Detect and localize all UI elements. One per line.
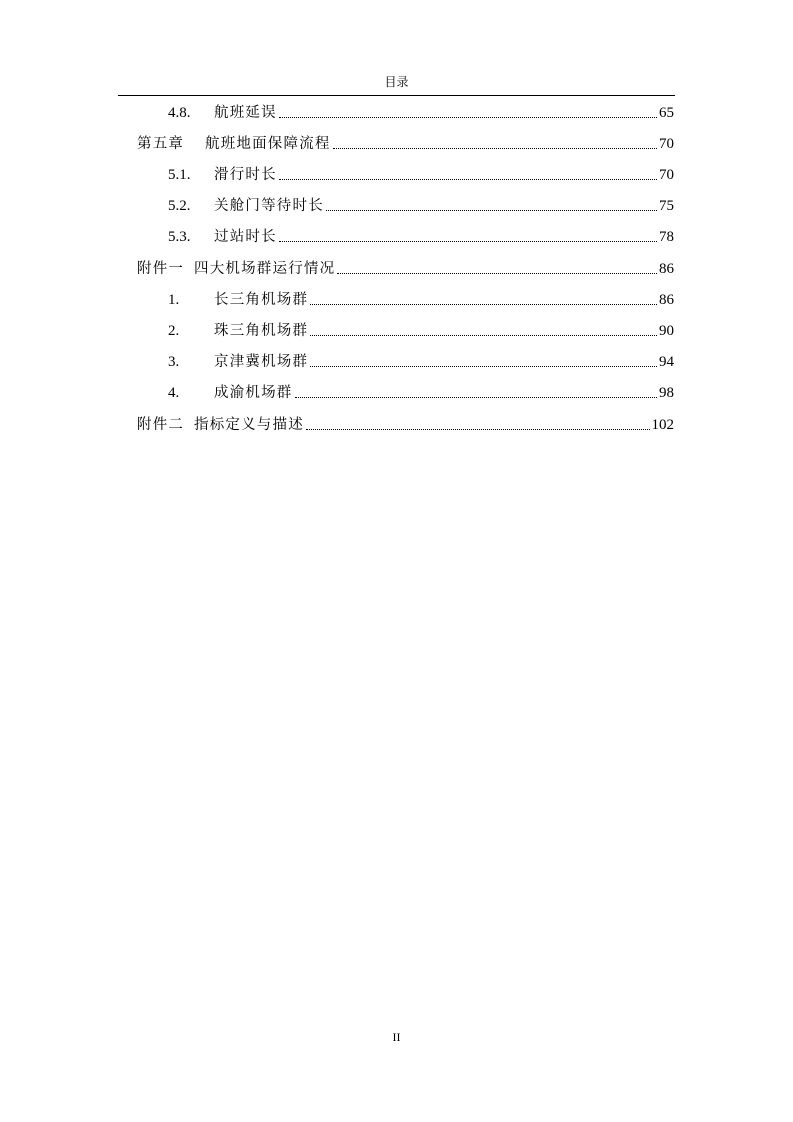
toc-entry-number: 附件二 — [137, 417, 185, 433]
toc-entry-number: 5.2. — [168, 198, 191, 214]
toc-entry-page: 98 — [659, 385, 674, 401]
toc-entry-number: 5.3. — [168, 229, 191, 245]
toc-leader-dots — [310, 352, 657, 367]
toc-entry-page: 94 — [659, 354, 674, 370]
toc-leader-dots — [337, 259, 657, 274]
toc-entry-number: 3. — [168, 354, 180, 370]
toc-entry[interactable] — [168, 165, 674, 185]
toc-entry-number: 4. — [168, 385, 180, 401]
toc-leader-dots — [310, 321, 657, 336]
toc-entry-number: 4.8. — [168, 105, 191, 121]
toc-entry-page: 75 — [659, 198, 674, 214]
toc-entry-page: 70 — [659, 167, 674, 183]
toc-entry[interactable] — [137, 415, 674, 435]
toc-entry-page: 65 — [659, 105, 674, 121]
toc-entry-title: 指标定义与描述 — [194, 417, 304, 433]
toc-leader-dots — [306, 415, 650, 430]
header-rule — [118, 95, 675, 96]
toc-leader-dots — [326, 196, 657, 211]
toc-entry-number: 5.1. — [168, 167, 191, 183]
toc-entry[interactable] — [168, 103, 674, 123]
toc-entry[interactable] — [168, 196, 674, 216]
running-header: 目录 — [384, 75, 409, 89]
toc-leader-dots — [279, 227, 657, 242]
toc-entry-number: 1. — [168, 292, 180, 308]
toc-entry[interactable] — [137, 259, 674, 279]
toc-leader-dots — [295, 383, 658, 398]
toc-entry-page: 78 — [659, 229, 674, 245]
toc-entry[interactable] — [168, 227, 674, 247]
toc-entry[interactable] — [168, 290, 674, 310]
footer-page-number: II — [392, 1030, 401, 1044]
toc-entry-title: 航班地面保障流程 — [205, 136, 331, 152]
toc-entry-title: 京津冀机场群 — [214, 354, 309, 370]
toc-entry-number: 2. — [168, 323, 180, 339]
toc-entry-page: 70 — [659, 136, 674, 152]
toc-entry-title: 四大机场群运行情况 — [194, 261, 336, 277]
toc-entry-page: 86 — [659, 261, 674, 277]
toc-leader-dots — [333, 134, 657, 149]
toc-leader-dots — [310, 290, 657, 305]
toc-entry-number: 附件一 — [137, 261, 185, 277]
toc-entry-page: 86 — [659, 292, 674, 308]
toc-entry[interactable] — [137, 134, 674, 154]
toc-entry[interactable] — [168, 352, 674, 372]
toc-entry[interactable] — [168, 383, 674, 403]
toc-entry-number: 第五章 — [137, 136, 185, 152]
toc-leader-dots — [279, 103, 657, 118]
toc-entry-page: 102 — [651, 417, 674, 433]
toc-entry[interactable] — [168, 321, 674, 341]
toc-entry-title: 珠三角机场群 — [214, 323, 309, 339]
toc-entry-title: 成渝机场群 — [214, 385, 293, 401]
toc-entry-title: 关舱门等待时长 — [214, 198, 324, 214]
toc-entry-page: 90 — [659, 323, 674, 339]
toc-leader-dots — [279, 165, 657, 180]
toc-entry-title: 过站时长 — [214, 229, 277, 245]
toc-entry-title: 滑行时长 — [214, 167, 277, 183]
toc-entry-title: 长三角机场群 — [214, 292, 309, 308]
toc-entry-title: 航班延误 — [214, 105, 277, 121]
